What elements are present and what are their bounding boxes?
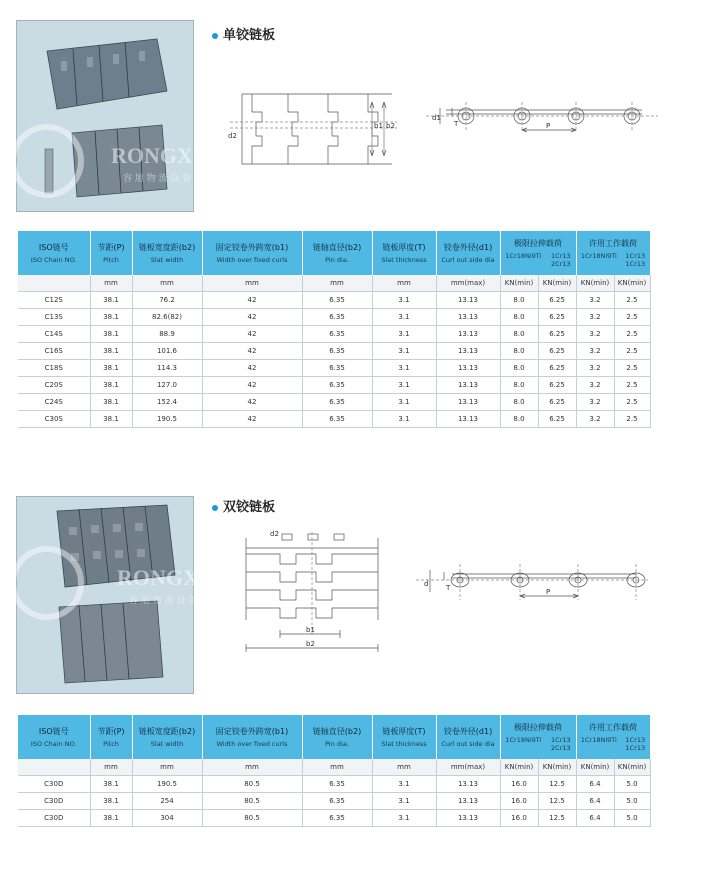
svg-text:b2: b2 — [386, 122, 395, 130]
table-cell: 80.5 — [202, 810, 302, 827]
table-cell: 6.25 — [538, 411, 576, 428]
header-pin-dia: 链轴直径(b2) Pin dia. — [302, 231, 372, 275]
table-cell: 8.0 — [500, 309, 538, 326]
svg-text:T: T — [454, 120, 459, 128]
table-cell: 6.25 — [538, 377, 576, 394]
table-cell: 13.13 — [436, 343, 500, 360]
table-cell: 16.0 — [500, 793, 538, 810]
table-cell: 3.1 — [372, 343, 436, 360]
table-cell: 38.1 — [90, 360, 132, 377]
single-hinge-side-view-drawing — [426, 90, 660, 150]
table-cell: 76.2 — [132, 292, 202, 309]
table-header-row — [18, 715, 650, 759]
table-cell: C18S — [18, 360, 90, 377]
table-cell: 3.2 — [576, 360, 614, 377]
table-cell: 6.35 — [302, 326, 372, 343]
single-hinge-top-view-drawing — [222, 72, 402, 182]
table-row — [18, 292, 650, 309]
units-cell: KN(min) — [538, 275, 576, 292]
table-cell: 13.13 — [436, 377, 500, 394]
table-cell: 3.1 — [372, 793, 436, 810]
table-cell: 3.2 — [576, 394, 614, 411]
table-cell: C30D — [18, 776, 90, 793]
table-cell: 6.35 — [302, 343, 372, 360]
table-cell: C24S — [18, 394, 90, 411]
bullet-icon — [212, 505, 218, 511]
units-cell: KN(min) — [614, 759, 650, 776]
units-cell: mm(max) — [436, 275, 500, 292]
table-cell: 2.5 — [614, 360, 650, 377]
table-cell: 38.1 — [90, 292, 132, 309]
table-cell: 8.0 — [500, 377, 538, 394]
table-row — [18, 776, 650, 793]
table-header-row — [18, 231, 650, 275]
table-cell: 2.5 — [614, 309, 650, 326]
header-slat-width: 链板宽度距(b2) Slat width — [132, 715, 202, 759]
table-cell: 38.1 — [90, 793, 132, 810]
table-cell: 6.35 — [302, 360, 372, 377]
table-cell: 3.1 — [372, 292, 436, 309]
svg-text:d2: d2 — [270, 530, 279, 538]
units-cell: mm — [132, 275, 202, 292]
table-cell: 304 — [132, 810, 202, 827]
svg-text:容 旭 物 流 设 备: 容 旭 物 流 设 备 — [129, 596, 198, 606]
table-cell: 2.5 — [614, 343, 650, 360]
table-cell: 8.0 — [500, 411, 538, 428]
table-cell: 8.0 — [500, 360, 538, 377]
table-cell: 6.35 — [302, 292, 372, 309]
table-cell: 190.5 — [132, 411, 202, 428]
table-cell: 13.13 — [436, 411, 500, 428]
table-cell: 42 — [202, 394, 302, 411]
units-cell: mm — [372, 275, 436, 292]
table-cell: C30D — [18, 793, 90, 810]
table-cell: 6.35 — [302, 810, 372, 827]
table-cell: 3.1 — [372, 377, 436, 394]
header-iso-chain: ISO链号 ISO Chain NO. — [18, 231, 90, 275]
table-cell: 13.13 — [436, 810, 500, 827]
table-cell: 13.13 — [436, 360, 500, 377]
svg-text:b1: b1 — [374, 122, 383, 130]
header-ultimate-tensile: 极限拉伸载荷 1Cr18Ni9Ti 1Cr13 2Cr13 — [500, 715, 576, 759]
table-cell: 16.0 — [500, 810, 538, 827]
header-slat-thickness: 链板厚度(T) Slat thickness — [372, 231, 436, 275]
table-cell: 6.35 — [302, 394, 372, 411]
table-cell: 12.5 — [538, 776, 576, 793]
units-cell: KN(min) — [614, 275, 650, 292]
svg-text:P: P — [546, 122, 551, 130]
units-cell: mm — [132, 759, 202, 776]
table-cell: 3.1 — [372, 309, 436, 326]
table-row — [18, 394, 650, 411]
header-pitch: 节距(P) Pitch — [90, 715, 132, 759]
table-cell: 101.6 — [132, 343, 202, 360]
svg-text:P: P — [546, 588, 551, 596]
units-cell: mm — [302, 275, 372, 292]
svg-text:d: d — [424, 580, 429, 588]
table-cell: 42 — [202, 309, 302, 326]
units-cell: KN(min) — [576, 275, 614, 292]
table-cell: 13.13 — [436, 394, 500, 411]
header-working-load: 许用工作载荷 1Cr18Ni9Ti 1Cr13 1Cr13 — [576, 715, 650, 759]
units-cell: mm — [202, 275, 302, 292]
table-cell: 152.4 — [132, 394, 202, 411]
table-cell: 16.0 — [500, 776, 538, 793]
table-cell: 2.5 — [614, 326, 650, 343]
table-cell: 8.0 — [500, 394, 538, 411]
table-cell: 6.35 — [302, 411, 372, 428]
single-hinge-spec-table — [18, 231, 651, 428]
table-cell: 127.0 — [132, 377, 202, 394]
units-cell: mm — [372, 759, 436, 776]
table-cell: 3.1 — [372, 776, 436, 793]
table-cell: 6.25 — [538, 360, 576, 377]
table-cell: 3.2 — [576, 343, 614, 360]
units-cell: mm — [302, 759, 372, 776]
table-cell: 6.35 — [302, 793, 372, 810]
table-cell: C12S — [18, 292, 90, 309]
table-cell: 5.0 — [614, 793, 650, 810]
table-cell: C30S — [18, 411, 90, 428]
table-row — [18, 326, 650, 343]
table-cell: 3.2 — [576, 309, 614, 326]
table-cell: 2.5 — [614, 292, 650, 309]
table-cell: 42 — [202, 411, 302, 428]
units-cell: mm(max) — [436, 759, 500, 776]
table-cell: 38.1 — [90, 776, 132, 793]
table-cell: 8.0 — [500, 326, 538, 343]
table-cell: 254 — [132, 793, 202, 810]
table-cell: 6.35 — [302, 377, 372, 394]
header-slat-width: 链板宽度距(b2) Slat width — [132, 231, 202, 275]
table-cell: 38.1 — [90, 810, 132, 827]
header-width-over-curls: 固定铰卷外跨宽(b1) Width over fixed curls — [202, 231, 302, 275]
table-cell: 38.1 — [90, 411, 132, 428]
table-cell: 80.5 — [202, 776, 302, 793]
table-cell: 6.25 — [538, 343, 576, 360]
table-cell: 3.2 — [576, 326, 614, 343]
table-row — [18, 309, 650, 326]
table-cell: 2.5 — [614, 411, 650, 428]
header-working-load: 许用工作载荷 1Cr18Ni9Ti 1Cr13 1Cr13 — [576, 231, 650, 275]
table-cell: 3.2 — [576, 411, 614, 428]
table-cell: 42 — [202, 377, 302, 394]
units-cell: mm — [90, 759, 132, 776]
header-pin-dia: 链轴直径(b2) Pin dia. — [302, 715, 372, 759]
svg-text:b1: b1 — [306, 626, 315, 634]
table-cell: 6.35 — [302, 309, 372, 326]
svg-text:d2: d2 — [228, 132, 237, 140]
table-cell: C20S — [18, 377, 90, 394]
table-cell: 42 — [202, 343, 302, 360]
double-hinge-chain-photo — [16, 496, 215, 694]
bullet-icon — [212, 33, 218, 39]
table-units-row — [18, 759, 650, 776]
table-cell: 12.5 — [538, 793, 576, 810]
header-iso-chain: ISO链号 ISO Chain NO. — [18, 715, 90, 759]
table-cell: 6.25 — [538, 394, 576, 411]
units-cell: KN(min) — [538, 759, 576, 776]
table-cell: 6.25 — [538, 292, 576, 309]
svg-text:容 旭 物 流 设 备: 容 旭 物 流 设 备 — [123, 174, 192, 184]
table-row — [18, 810, 650, 827]
table-row — [18, 793, 650, 810]
header-curl-dia: 铰卷外径(d1) Curl out side dia — [436, 231, 500, 275]
table-cell: 13.13 — [436, 776, 500, 793]
table-cell: 3.1 — [372, 411, 436, 428]
units-cell: mm — [90, 275, 132, 292]
svg-text:b2: b2 — [306, 640, 315, 648]
section-title-double-hinge: 双铰链板 — [212, 496, 275, 515]
table-cell: 6.4 — [576, 793, 614, 810]
table-row — [18, 360, 650, 377]
table-cell: 38.1 — [90, 309, 132, 326]
table-cell: 42 — [202, 360, 302, 377]
table-cell: 82.6(82) — [132, 309, 202, 326]
table-cell: 8.0 — [500, 292, 538, 309]
table-cell: C14S — [18, 326, 90, 343]
table-cell: C13S — [18, 309, 90, 326]
table-cell: 2.5 — [614, 394, 650, 411]
watermark-text: RONGXU — [117, 565, 215, 590]
table-cell: 190.5 — [132, 776, 202, 793]
header-curl-dia: 铰卷外径(d1) Curl out side dia — [436, 715, 500, 759]
table-cell: 3.2 — [576, 292, 614, 309]
header-slat-thickness: 链板厚度(T) Slat thickness — [372, 715, 436, 759]
units-cell: KN(min) — [500, 759, 538, 776]
units-cell: mm — [202, 759, 302, 776]
table-cell: 3.1 — [372, 394, 436, 411]
table-cell: 2.5 — [614, 377, 650, 394]
table-cell: 6.35 — [302, 776, 372, 793]
table-row — [18, 377, 650, 394]
double-hinge-spec-table — [18, 715, 651, 827]
table-row — [18, 343, 650, 360]
svg-text:d1: d1 — [432, 114, 441, 122]
table-cell: 42 — [202, 292, 302, 309]
table-cell: 3.2 — [576, 377, 614, 394]
table-cell: 3.1 — [372, 810, 436, 827]
table-cell: 13.13 — [436, 309, 500, 326]
table-cell: 6.25 — [538, 309, 576, 326]
units-cell — [18, 759, 90, 776]
table-cell: 13.13 — [436, 326, 500, 343]
table-cell: 13.13 — [436, 292, 500, 309]
header-ultimate-tensile: 极限拉伸载荷 1Cr18Ni9Ti 1Cr13 2Cr13 — [500, 231, 576, 275]
double-hinge-side-view-drawing — [416, 556, 650, 616]
units-cell: KN(min) — [500, 275, 538, 292]
watermark-text: RONGXU — [111, 143, 209, 168]
units-cell — [18, 275, 90, 292]
double-hinge-top-view-drawing — [240, 524, 388, 664]
table-cell: 6.4 — [576, 776, 614, 793]
table-cell: 6.25 — [538, 326, 576, 343]
table-cell: 5.0 — [614, 810, 650, 827]
table-cell: 38.1 — [90, 343, 132, 360]
svg-text:T: T — [446, 584, 451, 592]
single-hinge-chain-photo — [16, 20, 209, 212]
table-cell: 5.0 — [614, 776, 650, 793]
header-pitch: 节距(P) Pitch — [90, 231, 132, 275]
header-width-over-curls: 固定铰卷外跨宽(b1) Width over fixed curls — [202, 715, 302, 759]
table-cell: 38.1 — [90, 394, 132, 411]
table-cell: 38.1 — [90, 326, 132, 343]
table-cell: C30D — [18, 810, 90, 827]
units-cell: KN(min) — [576, 759, 614, 776]
table-cell: 3.1 — [372, 326, 436, 343]
table-units-row — [18, 275, 650, 292]
table-cell: 13.13 — [436, 793, 500, 810]
table-cell: 38.1 — [90, 377, 132, 394]
table-cell: 8.0 — [500, 343, 538, 360]
table-cell: 42 — [202, 326, 302, 343]
table-cell: 80.5 — [202, 793, 302, 810]
table-cell: 6.4 — [576, 810, 614, 827]
table-cell: 12.5 — [538, 810, 576, 827]
section-title-single-hinge: 单铰链板 — [212, 24, 275, 43]
table-cell: 88.9 — [132, 326, 202, 343]
table-row — [18, 411, 650, 428]
table-cell: C16S — [18, 343, 90, 360]
table-cell: 3.1 — [372, 360, 436, 377]
table-cell: 114.3 — [132, 360, 202, 377]
